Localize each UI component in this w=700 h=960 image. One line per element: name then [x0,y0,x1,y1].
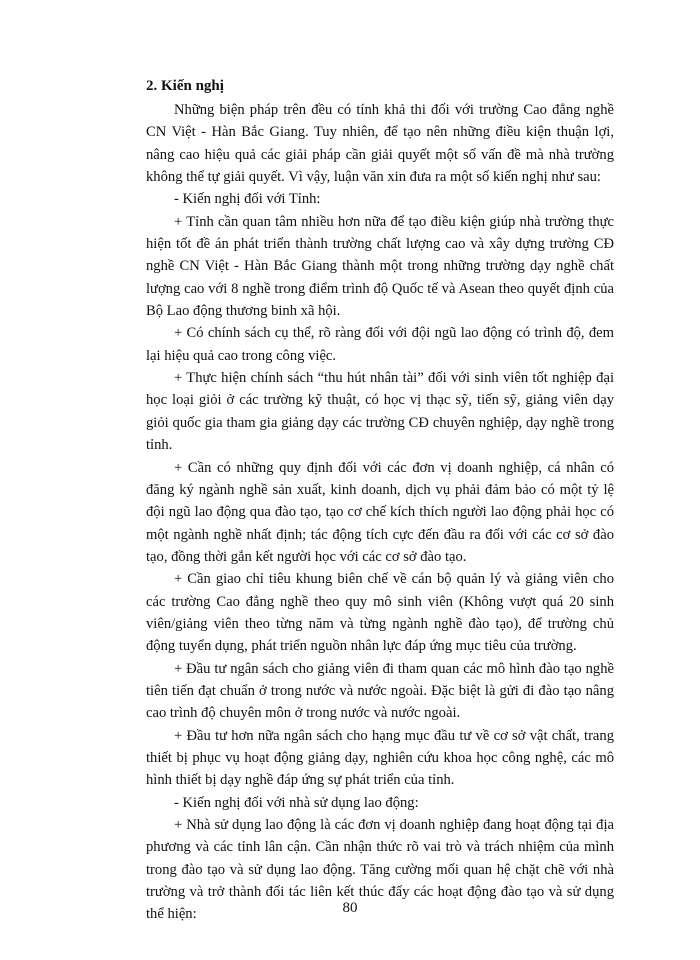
province-recommendation-item-2: + Có chính sách cụ thể, rõ ràng đối với đội ngũ lao động có trình độ, đem lại hiệu quả cao trong công việc. [146,325,614,364]
province-recommendation-item-7: + Đầu tư hơn nữa ngân sách cho hạng mục đầu tư về cơ sở vật chất, trang thiết bị phục vụ hoạt động giảng dạy, nghiên cứu khoa học công nghệ, các mô hình thiết bị dạy nghề đáp ứng sự phát triển của tỉnh. [146,727,614,789]
employer-recommendation-item-1: + Nhà sử dụng lao động là các đơn vị doanh nghiệp đang hoạt động tại địa phương và các tỉnh lân cận. Cần nhận thức rõ vai trò và trách nhiệm của mình trong đào tạo và sử dụng lao động. Tăng cường mối quan hệ chặt chẽ với nhà trường và trở thành đối tác liên kết thúc đẩy các hoạt động đào tạo và sử dụng thể hiện: [146,817,614,923]
employer-recommendation-subheading: - Kiến nghị đối với nhà sử dụng lao động: [174,794,419,811]
province-recommendation-item-3: + Thực hiện chính sách “thu hút nhân tài” đối với sinh viên tốt nghiệp đại học loại giỏi ở các trường kỹ thuật, có học vị thạc sỹ, tiến sỹ, giảng viên dạy giỏi quốc gia tham gia giảng dạy các trường CĐ chuyên nghiệp, dạy nghề trong tỉnh. [146,370,614,454]
document-body [146,75,614,926]
province-recommendation-subheading: - Kiến nghị đối với Tỉnh: [174,191,321,208]
province-recommendation-item-1: + Tỉnh cần quan tâm nhiều hơn nữa để tạo điều kiện giúp nhà trường thực hiện tốt đề án phát triển thành trường chất lượng cao và xây dựng trường CĐ nghề CN Việt - Hàn Bắc Giang thành một trong những trường dạy nghề chất lượng cao với 8 nghề trong điểm trình độ Quốc tế và Asean theo quyết định của Bộ Lao động thương binh xã hội. [146,213,614,320]
province-recommendation-item-5: + Cần giao chỉ tiêu khung biên chế về cán bộ quản lý và giảng viên cho các trường Cao đẳng nghề theo quy mô sinh viên (Không vượt quá 20 sinh viên/giảng viên theo từng năm và từng ngành nghề đào tạo), để trường chủ động tuyển dụng, phát triển nguồn nhân lực đáp ứng mục tiêu của trường. [146,571,614,655]
section-heading: 2. Kiến nghị [146,78,224,94]
province-recommendation-item-4: + Cần có những quy định đối với các đơn vị doanh nghiệp, cá nhân có đăng ký ngành nghề sản xuất, kinh doanh, dịch vụ phải đảm bảo có một tỷ lệ đội ngũ lao động qua đào tạo, tạo cơ chế kích thích người lao động phải học có một ngành nghề nhất định; tác động tích cực đến đầu ra đối với các cơ sở đào tạo, đồng thời gắn kết người học với các cơ sở đào tạo. [146,459,614,565]
page-number: 80 [342,900,358,916]
province-recommendation-item-6: + Đầu tư ngân sách cho giảng viên đi tham quan các mô hình đào tạo nghề tiên tiến đạt chuẩn ở trong nước và nước ngoài. Đặc biệt là gửi đi đào tạo nâng cao trình độ chuyên môn ở trong nước và nước ngoài. [146,660,614,722]
intro-paragraph: Những biện pháp trên đều có tính khả thi đối với trường Cao đẳng nghề CN Việt - Hàn Bắc Giang. Tuy nhiên, để tạo nên những điều kiện thuận lợi, nâng cao hiệu quả các giải pháp cần giải quyết một số vấn đề mà nhà trường không thể tự giải quyết. Vì vậy, luận văn xin đưa ra một số kiến nghị như sau: [146,102,614,186]
